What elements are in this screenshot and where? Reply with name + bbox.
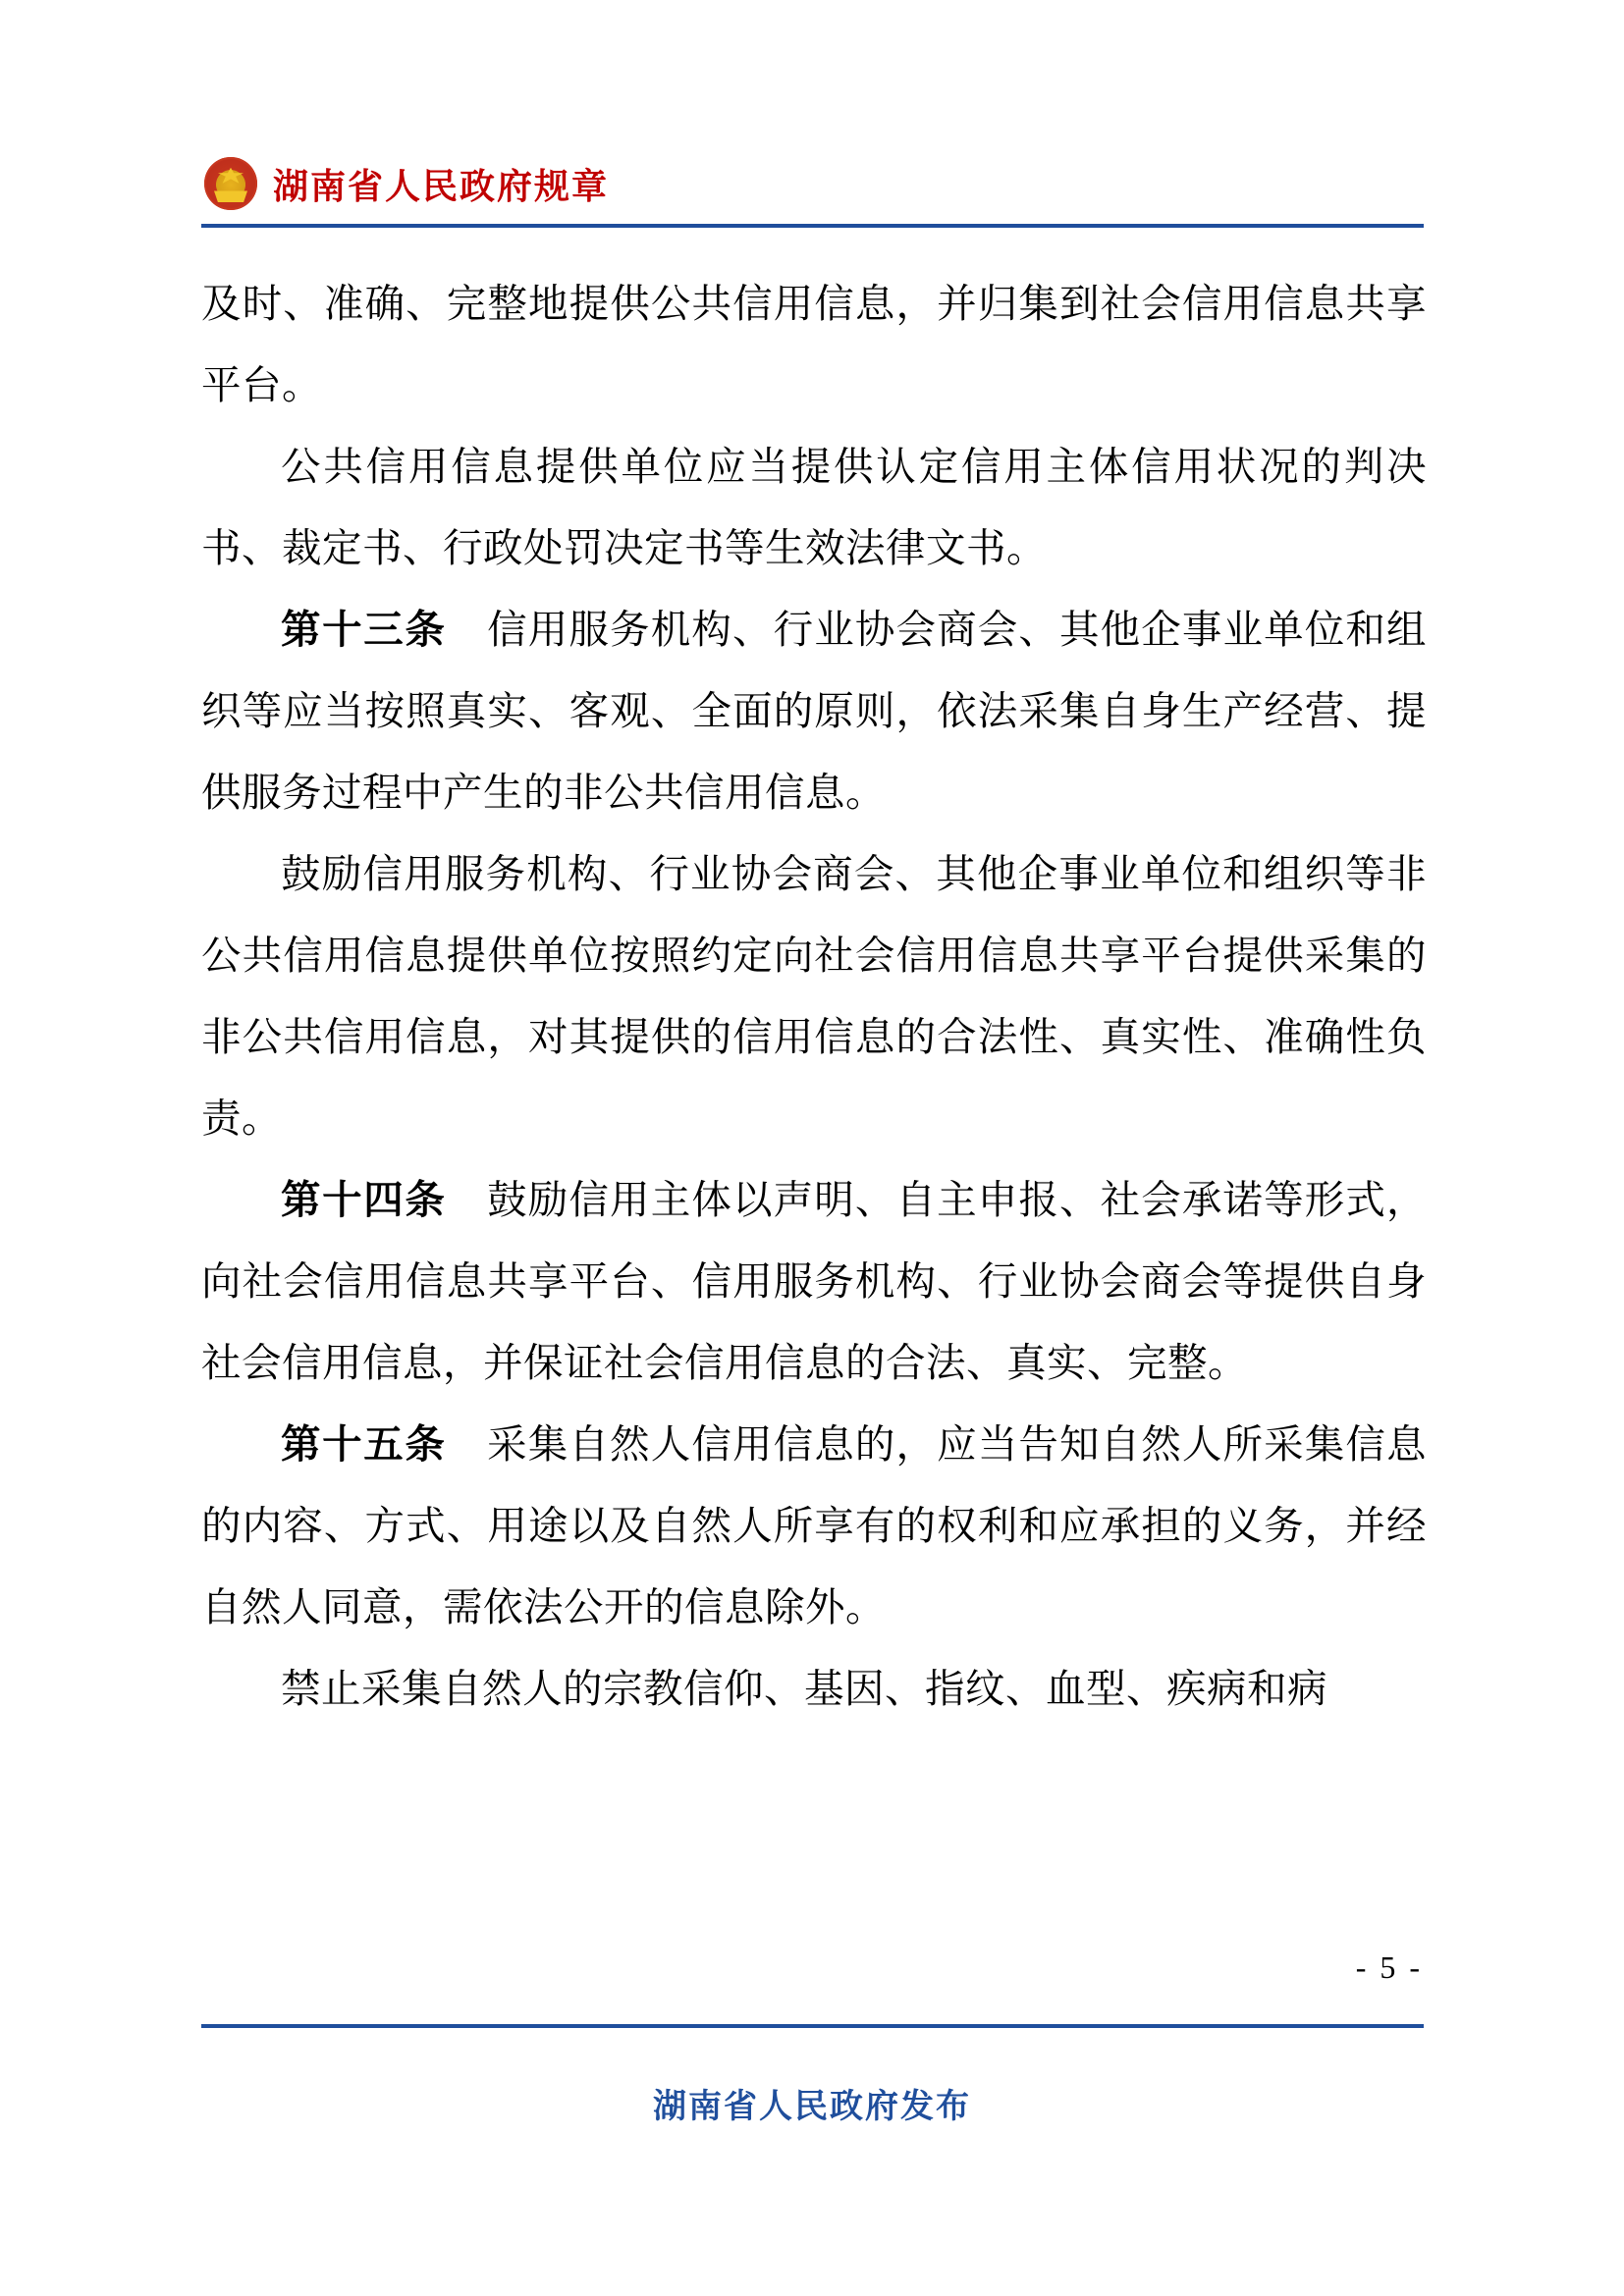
- paragraph: [201, 589, 1427, 833]
- paragraph: [201, 1159, 1427, 1404]
- footer-divider: [201, 2024, 1424, 2028]
- document-body: [201, 263, 1427, 1730]
- paragraph-text: 禁止采集自然人的宗教信仰、基因、指纹、血型、疾病和病: [281, 1667, 1327, 1711]
- paragraph: [201, 263, 1427, 426]
- paragraph-text: 公共信用信息提供单位应当提供认定信用主体信用状况的判决书、裁定书、行政处罚决定书等生效法律文书。: [201, 445, 1427, 570]
- paragraph-text: 采集自然人信用信息的，应当告知自然人所采集信息的内容、方式、用途以及自然人所享有的权利和应承担的义务，并经自然人同意，需依法公开的信息除外。: [201, 1422, 1428, 1629]
- paragraph: [201, 1648, 1427, 1730]
- national-emblem-icon: [204, 157, 257, 210]
- page-header: [204, 157, 609, 210]
- footer-note: 湖南省人民政府发布: [653, 2088, 971, 2125]
- article-label: 第十五条: [281, 1421, 447, 1467]
- paragraph: [201, 426, 1427, 589]
- paragraph-text: 及时、准确、完整地提供公共信用信息，并归集到社会信用信息共享平台。: [201, 282, 1427, 407]
- paragraph: [201, 833, 1427, 1159]
- header-divider: [201, 224, 1424, 228]
- article-label: 第十四条: [281, 1177, 447, 1222]
- paragraph-text: 鼓励信用服务机构、行业协会商会、其他企事业单位和组织等非公共信用信息提供单位按照约定向社会信用信息共享平台提供采集的非公共信用信息，对其提供的信用信息的合法性、真实性、准确性负责。: [201, 852, 1427, 1141]
- page-number: - 5 -: [1355, 1949, 1423, 1985]
- article-label: 第十三条: [281, 607, 447, 652]
- paragraph-text: 信用服务机构、行业协会商会、其他企事业单位和组织等应当按照真实、客观、全面的原则，依法采集自身生产经营、提供服务过程中产生的非公共信用信息。: [201, 608, 1428, 815]
- paragraph: [201, 1404, 1427, 1648]
- paragraph-text: 鼓励信用主体以声明、自主申报、社会承诺等形式，向社会信用信息共享平台、信用服务机构、行业协会商会等提供自身社会信用信息，并保证社会信用信息的合法、真实、完整。: [201, 1178, 1428, 1385]
- header-title: 湖南省人民政府规章: [273, 165, 610, 206]
